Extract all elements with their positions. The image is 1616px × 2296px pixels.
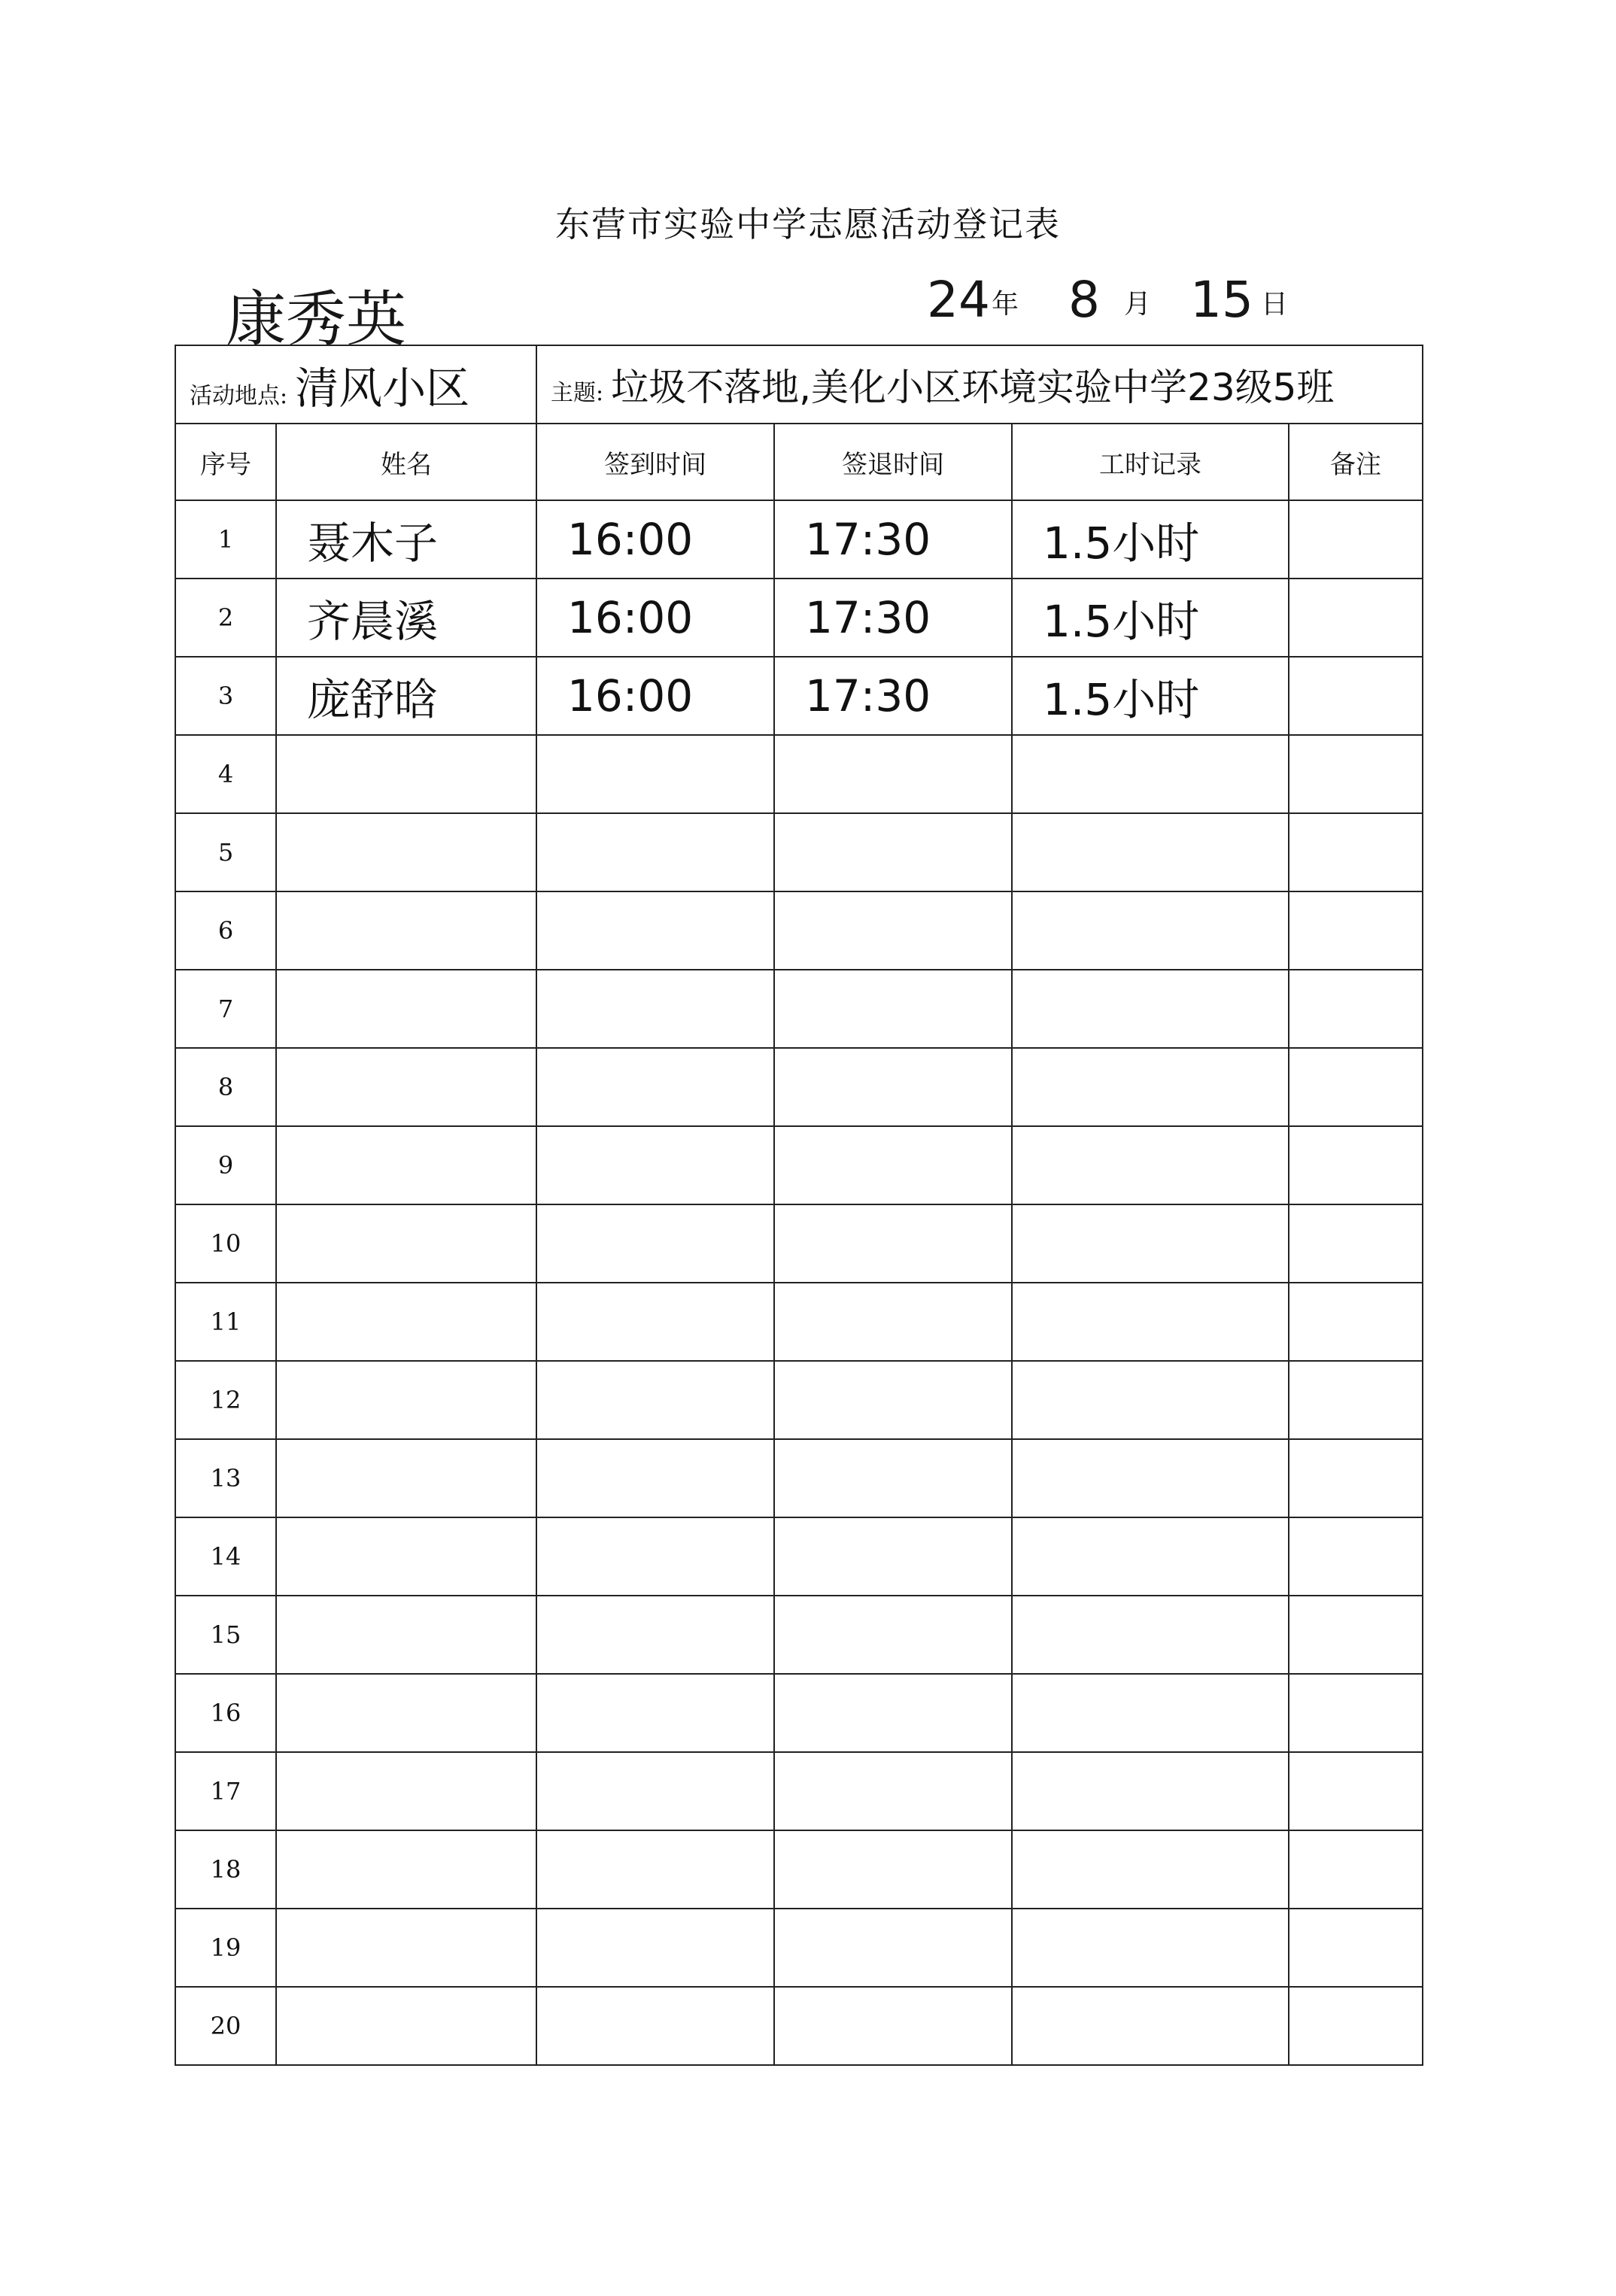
row-hours <box>1012 891 1289 970</box>
date-day-unit: 日 <box>1261 289 1289 320</box>
row-hours <box>1012 735 1289 813</box>
row-sign-out <box>774 1048 1012 1126</box>
row-sign-out <box>774 1517 1012 1596</box>
row-name <box>276 1596 536 1674</box>
row-hours <box>1012 1674 1289 1752</box>
row-hours <box>1012 1517 1289 1596</box>
row-note <box>1289 1909 1423 1987</box>
row-note <box>1289 1048 1423 1126</box>
row-hours <box>1012 1361 1289 1439</box>
location-label: 活动地点: <box>190 383 288 409</box>
row-number: 12 <box>175 1361 276 1439</box>
row-note <box>1289 657 1423 735</box>
row-number: 18 <box>175 1830 276 1909</box>
row-sign-in <box>536 1439 774 1517</box>
row-sign-out <box>774 1830 1012 1909</box>
row-hours <box>1012 1830 1289 1909</box>
date-month-unit: 月 <box>1124 289 1152 320</box>
row-name <box>276 970 536 1048</box>
row-number: 13 <box>175 1439 276 1517</box>
header-sign-out: 签退时间 <box>774 424 1012 500</box>
location-value: 清风小区 <box>295 363 470 414</box>
date-month: 8 <box>1068 271 1100 329</box>
row-note <box>1289 1830 1423 1909</box>
table-row <box>175 1830 1423 1909</box>
table-row <box>175 1752 1423 1830</box>
row-sign-in: 16:00 <box>536 500 774 579</box>
date-year: 24 <box>927 271 990 329</box>
row-number: 16 <box>175 1674 276 1752</box>
row-sign-out: 17:30 <box>774 657 1012 735</box>
registration-table <box>175 345 1423 2066</box>
row-hours: 1.5小时 <box>1012 657 1289 735</box>
row-name <box>276 813 536 891</box>
row-sign-out <box>774 1361 1012 1439</box>
row-sign-in <box>536 1361 774 1439</box>
row-note <box>1289 970 1423 1048</box>
row-number: 2 <box>175 579 276 657</box>
row-name <box>276 1909 536 1987</box>
row-note <box>1289 1439 1423 1517</box>
date-year-unit: 年 <box>992 289 1019 320</box>
table-row <box>175 813 1423 891</box>
row-note <box>1289 1517 1423 1596</box>
header-hours: 工时记录 <box>1012 424 1289 500</box>
row-sign-out <box>774 1987 1012 2065</box>
table-row <box>175 1909 1423 1987</box>
row-sign-in <box>536 970 774 1048</box>
row-name <box>276 1361 536 1439</box>
row-sign-in <box>536 813 774 891</box>
table-row <box>175 1517 1423 1596</box>
table-row <box>175 1048 1423 1126</box>
row-sign-in <box>536 1909 774 1987</box>
row-hours <box>1012 1439 1289 1517</box>
row-name <box>276 1674 536 1752</box>
row-note <box>1289 1283 1423 1361</box>
row-hours <box>1012 1596 1289 1674</box>
row-sign-in <box>536 1517 774 1596</box>
row-sign-in <box>536 1283 774 1361</box>
row-name <box>276 1439 536 1517</box>
row-sign-out <box>774 1204 1012 1283</box>
row-number: 4 <box>175 735 276 813</box>
row-sign-in <box>536 1048 774 1126</box>
table-row <box>175 735 1423 813</box>
row-name <box>276 1987 536 2065</box>
row-hours <box>1012 1752 1289 1830</box>
row-name <box>276 1752 536 1830</box>
row-note <box>1289 1752 1423 1830</box>
row-note <box>1289 813 1423 891</box>
row-sign-out: 17:30 <box>774 500 1012 579</box>
table-row <box>175 970 1423 1048</box>
theme-cell <box>536 345 1423 424</box>
table-row <box>175 1126 1423 1204</box>
row-sign-out <box>774 1126 1012 1204</box>
row-sign-in <box>536 1596 774 1674</box>
info-row <box>175 345 1423 424</box>
row-sign-in <box>536 1830 774 1909</box>
row-name <box>276 1048 536 1126</box>
table-row <box>175 1596 1423 1674</box>
table-row <box>175 1987 1423 2065</box>
row-note <box>1289 1204 1423 1283</box>
row-sign-out <box>774 891 1012 970</box>
row-note <box>1289 1361 1423 1439</box>
row-name <box>276 1517 536 1596</box>
table-row <box>175 1283 1423 1361</box>
row-sign-out <box>774 813 1012 891</box>
table-row <box>175 1439 1423 1517</box>
filler-name: 康秀英 <box>226 284 406 354</box>
row-sign-in <box>536 1674 774 1752</box>
row-number: 3 <box>175 657 276 735</box>
row-number: 20 <box>175 1987 276 2065</box>
row-sign-out <box>774 1674 1012 1752</box>
row-hours <box>1012 1126 1289 1204</box>
row-name: 齐晨溪 <box>276 579 536 657</box>
row-number: 8 <box>175 1048 276 1126</box>
row-hours <box>1012 1987 1289 2065</box>
row-number: 15 <box>175 1596 276 1674</box>
row-sign-in <box>536 735 774 813</box>
row-sign-out: 17:30 <box>774 579 1012 657</box>
row-note <box>1289 579 1423 657</box>
row-name: 庞舒晗 <box>276 657 536 735</box>
table-row <box>175 1674 1423 1752</box>
row-note <box>1289 891 1423 970</box>
row-number: 14 <box>175 1517 276 1596</box>
row-sign-out <box>774 1752 1012 1830</box>
table-row <box>175 657 1423 735</box>
row-name <box>276 1283 536 1361</box>
row-hours: 1.5小时 <box>1012 500 1289 579</box>
theme-label: 主题: <box>551 380 604 406</box>
row-sign-in <box>536 1204 774 1283</box>
row-number: 7 <box>175 970 276 1048</box>
row-note <box>1289 500 1423 579</box>
row-hours <box>1012 1204 1289 1283</box>
row-sign-out <box>774 735 1012 813</box>
row-hours <box>1012 1048 1289 1126</box>
row-sign-out <box>774 1283 1012 1361</box>
row-sign-in: 16:00 <box>536 579 774 657</box>
table-header-row <box>175 424 1423 500</box>
table-row <box>175 579 1423 657</box>
row-number: 17 <box>175 1752 276 1830</box>
row-name <box>276 1204 536 1283</box>
header-name: 姓名 <box>276 424 536 500</box>
row-hours <box>1012 1909 1289 1987</box>
row-sign-in <box>536 1752 774 1830</box>
row-number: 6 <box>175 891 276 970</box>
theme-value: 垃圾不落地,美化小区环境实验中学23级5班 <box>611 366 1335 409</box>
row-hours <box>1012 970 1289 1048</box>
row-note <box>1289 1126 1423 1204</box>
date-day: 15 <box>1190 271 1253 329</box>
row-name <box>276 891 536 970</box>
table-row <box>175 891 1423 970</box>
header-no: 序号 <box>175 424 276 500</box>
row-note <box>1289 1596 1423 1674</box>
header-sign-in: 签到时间 <box>536 424 774 500</box>
row-number: 19 <box>175 1909 276 1987</box>
row-sign-in <box>536 1987 774 2065</box>
row-sign-in <box>536 891 774 970</box>
header-note: 备注 <box>1289 424 1423 500</box>
table-row <box>175 1361 1423 1439</box>
row-number: 9 <box>175 1126 276 1204</box>
row-note <box>1289 1674 1423 1752</box>
row-sign-out <box>774 970 1012 1048</box>
row-number: 1 <box>175 500 276 579</box>
row-sign-in <box>536 1126 774 1204</box>
location-cell <box>175 345 536 424</box>
row-note <box>1289 735 1423 813</box>
row-hours: 1.5小时 <box>1012 579 1289 657</box>
table-row <box>175 500 1423 579</box>
row-name: 聂木子 <box>276 500 536 579</box>
table-row <box>175 1204 1423 1283</box>
row-name <box>276 735 536 813</box>
row-number: 11 <box>175 1283 276 1361</box>
row-name <box>276 1830 536 1909</box>
row-hours <box>1012 813 1289 891</box>
row-sign-out <box>774 1439 1012 1517</box>
row-number: 5 <box>175 813 276 891</box>
row-note <box>1289 1987 1423 2065</box>
form-title: 东营市实验中学志愿活动登记表 <box>555 204 1061 244</box>
row-name <box>276 1126 536 1204</box>
row-hours <box>1012 1283 1289 1361</box>
row-number: 10 <box>175 1204 276 1283</box>
row-sign-in: 16:00 <box>536 657 774 735</box>
row-sign-out <box>774 1596 1012 1674</box>
row-sign-out <box>774 1909 1012 1987</box>
